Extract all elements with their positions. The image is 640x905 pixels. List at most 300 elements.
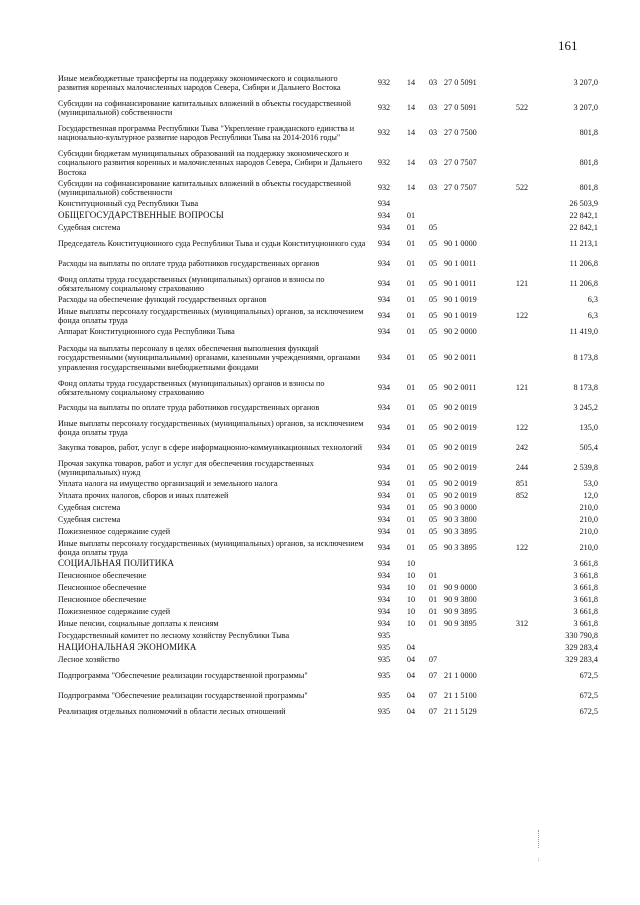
item-name: Государственный комитет по лесному хозяйству Республики Тыва — [58, 631, 290, 641]
department-code: 934 — [377, 295, 391, 305]
target-article-code — [444, 198, 508, 210]
item-name: НАЦИОНАЛЬНАЯ ЭКОНОМИКА — [58, 642, 197, 653]
item-name: ОБЩЕГОСУДАРСТВЕННЫЕ ВОПРОСЫ — [58, 210, 224, 221]
amount: 22 842,1 — [569, 223, 598, 233]
item-name: Уплата прочих налогов, сборов и иных платежей — [58, 491, 229, 501]
expense-type-code — [508, 594, 536, 606]
amount: 3 661,8 — [573, 595, 598, 605]
subsection-code: 05 — [428, 463, 438, 473]
target-article-code: 90 1 0011 — [444, 259, 477, 269]
target-article-code: 90 1 0019 — [444, 295, 477, 305]
subsection-code: 05 — [428, 403, 438, 413]
amount: 8 173,8 — [573, 383, 598, 393]
section-code: 10 — [406, 607, 416, 617]
subsection-code: 05 — [428, 479, 438, 489]
target-article-code: 27 0 7500 — [444, 128, 477, 138]
item-name: Расходы на обеспечение функций государственных органов — [58, 295, 267, 305]
target-article-code: 90 9 3895 — [444, 607, 477, 617]
department-code: 934 — [377, 571, 391, 581]
table-row — [58, 526, 598, 538]
item-name: Субсидии на софинансирование капитальных вложений в объекты государственной (муниципальной) собственности — [58, 98, 351, 117]
subsection-code: 03 — [428, 78, 438, 88]
expense-type-code — [508, 686, 536, 706]
section-code: 04 — [406, 691, 416, 701]
target-article-code — [444, 210, 508, 222]
budget-table — [58, 68, 598, 718]
expense-type-code: 121 — [515, 279, 529, 289]
expense-type-code: 242 — [515, 443, 529, 453]
table-row — [58, 294, 598, 306]
expense-type-code: 122 — [515, 423, 529, 433]
amount: 11 213,1 — [569, 239, 598, 249]
expense-type-code: 852 — [515, 491, 529, 501]
amount: 11 206,8 — [569, 259, 598, 269]
department-code: 934 — [377, 583, 391, 593]
amount: 801,8 — [579, 158, 598, 168]
target-article-code: 90 3 3895 — [444, 543, 477, 553]
table-row — [58, 666, 598, 686]
item-name: Конституционный суд Республики Тыва — [58, 199, 199, 209]
target-article-code: 90 3 3800 — [444, 515, 477, 525]
section-code: 14 — [406, 78, 416, 88]
item-name: Пенсионное обеспечение — [58, 595, 147, 605]
expense-type-code — [508, 502, 536, 514]
subsection-code: 05 — [428, 353, 438, 363]
amount: 3 207,0 — [573, 103, 598, 113]
section-code: 01 — [406, 259, 416, 269]
department-code: 934 — [377, 211, 391, 221]
subsection-code: 01 — [428, 607, 438, 617]
subsection-code: 07 — [428, 707, 438, 717]
item-name: Иные межбюджетные трансферты на поддержку экономического и социального развития коренных малочисленных народов Севера, Сибири и Дальнего Востока — [58, 73, 341, 92]
item-name: Лесное хозяйство — [58, 655, 120, 665]
amount: 329 283,4 — [565, 655, 598, 665]
table-row — [58, 118, 598, 148]
subsection-code: 05 — [428, 311, 438, 321]
margin-mark — [538, 858, 540, 861]
expense-type-code: 244 — [515, 463, 529, 473]
table-row — [58, 398, 598, 418]
department-code: 934 — [377, 503, 391, 513]
section-code: 01 — [406, 423, 416, 433]
target-article-code: 90 2 0011 — [444, 383, 477, 393]
target-article-code: 27 0 7507 — [444, 158, 477, 168]
department-code: 934 — [377, 403, 391, 413]
section-code: 10 — [406, 583, 416, 593]
department-code: 935 — [377, 707, 391, 717]
item-name: Пенсионное обеспечение — [58, 583, 147, 593]
subsection-code: 05 — [428, 503, 438, 513]
subsection-code: 05 — [428, 279, 438, 289]
section-code: 01 — [406, 503, 416, 513]
amount: 210,0 — [579, 543, 598, 553]
item-name: Иные пенсии, социальные доплаты к пенсиям — [58, 619, 219, 629]
expense-type-code — [508, 570, 536, 582]
margin-mark — [538, 830, 540, 848]
department-code: 934 — [377, 239, 391, 249]
target-article-code: 90 3 3895 — [444, 527, 477, 537]
subsection-code: 07 — [428, 655, 438, 665]
department-code: 935 — [377, 643, 391, 653]
item-name: Государственная программа Республики Тыва "Укрепление гражданского единства и национально-культурное развитие народов Республики Тыва на 2014-2016 годы" — [58, 123, 355, 142]
target-article-code: 90 1 0011 — [444, 279, 477, 289]
expense-type-code: 122 — [515, 311, 529, 321]
section-code: 04 — [406, 671, 416, 681]
target-article-code: 90 9 3800 — [444, 595, 477, 605]
table-row — [58, 378, 598, 398]
item-name: Прочая закупка товаров, работ и услуг для обеспечения государственных (муниципальных) нужд — [58, 458, 314, 477]
section-code: 10 — [406, 619, 416, 629]
subsection-code: 01 — [428, 571, 438, 581]
amount: 3 207,0 — [573, 78, 598, 88]
section-code: 14 — [406, 183, 416, 193]
section-code: 01 — [406, 295, 416, 305]
amount: 11 206,8 — [569, 279, 598, 289]
department-code: 934 — [377, 559, 391, 569]
table-row — [58, 686, 598, 706]
amount: 3 661,8 — [573, 571, 598, 581]
expense-type-code: 522 — [515, 183, 529, 193]
section-code: 01 — [406, 403, 416, 413]
section-code: 04 — [406, 655, 416, 665]
amount: 6,3 — [587, 311, 598, 321]
expense-type-code — [508, 222, 536, 234]
item-name: Расходы на выплаты персоналу в целях обеспечения выполнения функций государственными (муниципальными) органами, казенными учреждениями, органами управления государственными внебюджетными фондами — [58, 343, 361, 372]
section-code: 01 — [406, 353, 416, 363]
table-row — [58, 306, 598, 326]
target-article-code: 90 2 0019 — [444, 423, 477, 433]
target-article-code: 27 0 7507 — [444, 183, 477, 193]
table-row — [58, 570, 598, 582]
subsection-code: 01 — [428, 595, 438, 605]
section-code: 01 — [406, 311, 416, 321]
department-code: 934 — [377, 327, 391, 337]
table-row — [58, 654, 598, 666]
department-code: 932 — [377, 158, 391, 168]
amount: 22 842,1 — [569, 211, 598, 221]
target-article-code: 90 9 0000 — [444, 583, 477, 593]
section-code: 01 — [406, 443, 416, 453]
section-code: 10 — [406, 559, 416, 569]
target-article-code: 90 2 0000 — [444, 327, 477, 337]
subsection-code: 05 — [428, 383, 438, 393]
department-code: 934 — [377, 199, 391, 209]
department-code: 935 — [377, 655, 391, 665]
expense-type-code — [508, 706, 536, 718]
section-code: 01 — [406, 383, 416, 393]
section-code: 01 — [406, 463, 416, 473]
item-name: Расходы на выплаты по оплате труда работников государственных органов — [58, 259, 320, 269]
table-row — [58, 514, 598, 526]
target-article-code: 90 2 0019 — [444, 403, 477, 413]
target-article-code — [444, 654, 508, 666]
target-article-code: 90 2 0019 — [444, 443, 477, 453]
amount: 672,5 — [579, 707, 598, 717]
table-row — [58, 618, 598, 630]
expense-type-code — [508, 630, 536, 642]
expense-type-code — [508, 326, 536, 338]
expense-type-code — [508, 642, 536, 654]
department-code: 934 — [377, 543, 391, 553]
target-article-code: 90 2 0011 — [444, 353, 477, 363]
table-row — [58, 210, 598, 222]
table-row — [58, 198, 598, 210]
amount: 672,5 — [579, 671, 598, 681]
table-row — [58, 68, 598, 98]
department-code: 934 — [377, 515, 391, 525]
section-code: 01 — [406, 479, 416, 489]
amount: 330 790,8 — [565, 631, 598, 641]
table-row — [58, 630, 598, 642]
expense-type-code — [508, 210, 536, 222]
item-name: Председатель Конституционного суда Республики Тыва и судьи Конституционного суда — [58, 239, 366, 249]
table-row — [58, 254, 598, 274]
section-code: 01 — [406, 515, 416, 525]
department-code: 934 — [377, 619, 391, 629]
subsection-code: 03 — [428, 183, 438, 193]
expense-type-code — [508, 68, 536, 98]
subsection-code — [422, 642, 444, 654]
expense-type-code: 851 — [515, 479, 529, 489]
expense-type-code — [508, 338, 536, 378]
target-article-code — [444, 642, 508, 654]
amount: 210,0 — [579, 503, 598, 513]
table-row — [58, 338, 598, 378]
amount: 210,0 — [579, 515, 598, 525]
amount: 11 419,0 — [569, 327, 598, 337]
item-name: Субсидии бюджетам муниципальных образований на поддержку экономического и социального развития коренных и малочисленных народов Севера, Сибири и Дальнего Востока — [58, 148, 363, 177]
target-article-code — [444, 558, 508, 570]
amount: 329 283,4 — [565, 643, 598, 653]
target-article-code: 27 0 5091 — [444, 78, 477, 88]
table-row — [58, 458, 598, 478]
item-name: Субсидии на софинансирование капитальных вложений в объекты государственной (муниципальной) собственности — [58, 178, 351, 197]
subsection-code: 05 — [428, 443, 438, 453]
target-article-code: 90 2 0019 — [444, 491, 477, 501]
amount: 8 173,8 — [573, 353, 598, 363]
item-name: Фонд оплаты труда государственных (муниципальных) органов и взносы по обязательному социальному страхованию — [58, 274, 325, 293]
amount: 2 539,8 — [573, 463, 598, 473]
item-name: Подпрограмма "Обеспечение реализации государственной программы" — [58, 691, 308, 701]
section-code: 01 — [406, 239, 416, 249]
table-row — [58, 274, 598, 294]
target-article-code: 27 0 5091 — [444, 103, 477, 113]
expense-type-code — [508, 118, 536, 148]
amount: 135,0 — [579, 423, 598, 433]
table-row — [58, 326, 598, 338]
expense-type-code — [508, 606, 536, 618]
table-row — [58, 502, 598, 514]
table-row — [58, 490, 598, 502]
target-article-code: 90 2 0019 — [444, 479, 477, 489]
item-name: Пожизненное содержание судей — [58, 607, 171, 617]
amount: 3 661,8 — [573, 559, 598, 569]
amount: 6,3 — [587, 295, 598, 305]
table-row — [58, 538, 598, 558]
expense-type-code — [508, 198, 536, 210]
table-row — [58, 642, 598, 654]
expense-type-code: 122 — [515, 543, 529, 553]
amount: 3 661,8 — [573, 583, 598, 593]
subsection-code: 01 — [428, 619, 438, 629]
amount: 801,8 — [579, 183, 598, 193]
item-name: СОЦИАЛЬНАЯ ПОЛИТИКА — [58, 558, 175, 569]
target-article-code: 90 3 0000 — [444, 503, 477, 513]
table-row — [58, 222, 598, 234]
subsection-code: 05 — [428, 491, 438, 501]
item-name: Судебная система — [58, 503, 121, 513]
item-name: Иные выплаты персоналу государственных (муниципальных) органов, за исключением фонда оплаты труда — [58, 418, 364, 437]
expense-type-code: 312 — [515, 619, 529, 629]
department-code: 935 — [377, 671, 391, 681]
table-row — [58, 98, 598, 118]
department-code: 935 — [377, 631, 391, 641]
department-code: 934 — [377, 259, 391, 269]
section-code: 04 — [406, 643, 416, 653]
item-name: Иные выплаты персоналу государственных (муниципальных) органов, за исключением фонда оплаты труда — [58, 306, 364, 325]
expense-type-code — [508, 582, 536, 594]
target-article-code — [444, 630, 508, 642]
amount: 3 661,8 — [573, 619, 598, 629]
expense-type-code — [508, 254, 536, 274]
expense-type-code — [508, 148, 536, 178]
section-code — [400, 630, 422, 642]
item-name: Реализация отдельных полномочий в области лесных отношений — [58, 707, 286, 717]
department-code: 934 — [377, 463, 391, 473]
section-code: 01 — [406, 543, 416, 553]
item-name: Уплата налога на имущество организаций и земельного налога — [58, 479, 278, 489]
item-name: Судебная система — [58, 223, 121, 233]
subsection-code: 03 — [428, 128, 438, 138]
target-article-code: 21 1 0000 — [444, 671, 477, 681]
section-code: 01 — [406, 527, 416, 537]
expense-type-code — [508, 234, 536, 254]
section-code: 01 — [406, 223, 416, 233]
subsection-code: 05 — [428, 239, 438, 249]
department-code: 934 — [377, 423, 391, 433]
target-article-code: 90 1 0000 — [444, 239, 477, 249]
department-code: 932 — [377, 78, 391, 88]
item-name: Закупка товаров, работ, услуг в сфере информационно-коммуникационных технологий — [58, 443, 362, 453]
subsection-code: 03 — [428, 103, 438, 113]
target-article-code: 21 1 5129 — [444, 707, 477, 717]
expense-type-code — [508, 654, 536, 666]
department-code: 934 — [377, 595, 391, 605]
table-row — [58, 148, 598, 178]
department-code: 934 — [377, 491, 391, 501]
amount: 3 661,8 — [573, 607, 598, 617]
table-row — [58, 594, 598, 606]
department-code: 935 — [377, 691, 391, 701]
table-row — [58, 582, 598, 594]
subsection-code — [422, 630, 444, 642]
department-code: 932 — [377, 128, 391, 138]
item-name: Иные выплаты персоналу государственных (муниципальных) органов, за исключением фонда оплаты труда — [58, 538, 364, 557]
item-name: Пожизненное содержание судей — [58, 527, 171, 537]
expense-type-code — [508, 558, 536, 570]
item-name: Пенсионное обеспечение — [58, 571, 147, 581]
subsection-code: 05 — [428, 423, 438, 433]
amount: 12,0 — [583, 491, 598, 501]
section-code: 14 — [406, 128, 416, 138]
item-name: Подпрограмма "Обеспечение реализации государственной программы" — [58, 671, 308, 681]
section-code: 01 — [406, 327, 416, 337]
subsection-code: 03 — [428, 158, 438, 168]
page-number: 161 — [558, 38, 578, 53]
department-code: 934 — [377, 383, 391, 393]
department-code: 934 — [377, 279, 391, 289]
item-name: Аппарат Конституционного суда Республики Тыва — [58, 327, 235, 337]
department-code: 934 — [377, 527, 391, 537]
table-row — [58, 706, 598, 718]
target-article-code: 90 9 3895 — [444, 619, 477, 629]
expense-type-code: 121 — [515, 383, 529, 393]
amount: 26 503,9 — [569, 199, 598, 209]
section-code — [400, 198, 422, 210]
section-code: 14 — [406, 103, 416, 113]
target-article-code: 90 1 0019 — [444, 311, 477, 321]
amount: 53,0 — [583, 479, 598, 489]
table-row — [58, 558, 598, 570]
table-row — [58, 438, 598, 458]
department-code: 934 — [377, 607, 391, 617]
department-code: 932 — [377, 103, 391, 113]
expense-type-code — [508, 294, 536, 306]
department-code: 934 — [377, 353, 391, 363]
item-name: Судебная система — [58, 515, 121, 525]
subsection-code: 05 — [428, 543, 438, 553]
subsection-code: 05 — [428, 527, 438, 537]
subsection-code: 07 — [428, 671, 438, 681]
section-code: 14 — [406, 158, 416, 168]
expense-type-code — [508, 398, 536, 418]
department-code: 934 — [377, 479, 391, 489]
target-article-code: 21 1 5100 — [444, 691, 477, 701]
budget-table-body — [58, 68, 598, 718]
section-code: 01 — [406, 211, 416, 221]
amount: 3 245,2 — [573, 403, 598, 413]
expense-type-code — [508, 526, 536, 538]
section-code: 01 — [406, 279, 416, 289]
section-code: 04 — [406, 707, 416, 717]
target-article-code — [444, 222, 508, 234]
table-row — [58, 478, 598, 490]
table-row — [58, 418, 598, 438]
section-code: 01 — [406, 491, 416, 501]
amount: 801,8 — [579, 128, 598, 138]
amount: 505,4 — [579, 443, 598, 453]
subsection-code: 05 — [428, 327, 438, 337]
department-code: 934 — [377, 311, 391, 321]
subsection-code — [422, 210, 444, 222]
department-code: 932 — [377, 183, 391, 193]
item-name: Расходы на выплаты по оплате труда работников государственных органов — [58, 403, 320, 413]
subsection-code — [422, 558, 444, 570]
table-row — [58, 606, 598, 618]
subsection-code: 05 — [428, 515, 438, 525]
expense-type-code: 522 — [515, 103, 529, 113]
target-article-code: 90 2 0019 — [444, 463, 477, 473]
subsection-code: 07 — [428, 691, 438, 701]
department-code: 934 — [377, 443, 391, 453]
target-article-code — [444, 570, 508, 582]
subsection-code: 05 — [428, 223, 438, 233]
expense-type-code — [508, 514, 536, 526]
expense-type-code — [508, 666, 536, 686]
table-row — [58, 178, 598, 198]
section-code: 10 — [406, 571, 416, 581]
amount: 210,0 — [579, 527, 598, 537]
